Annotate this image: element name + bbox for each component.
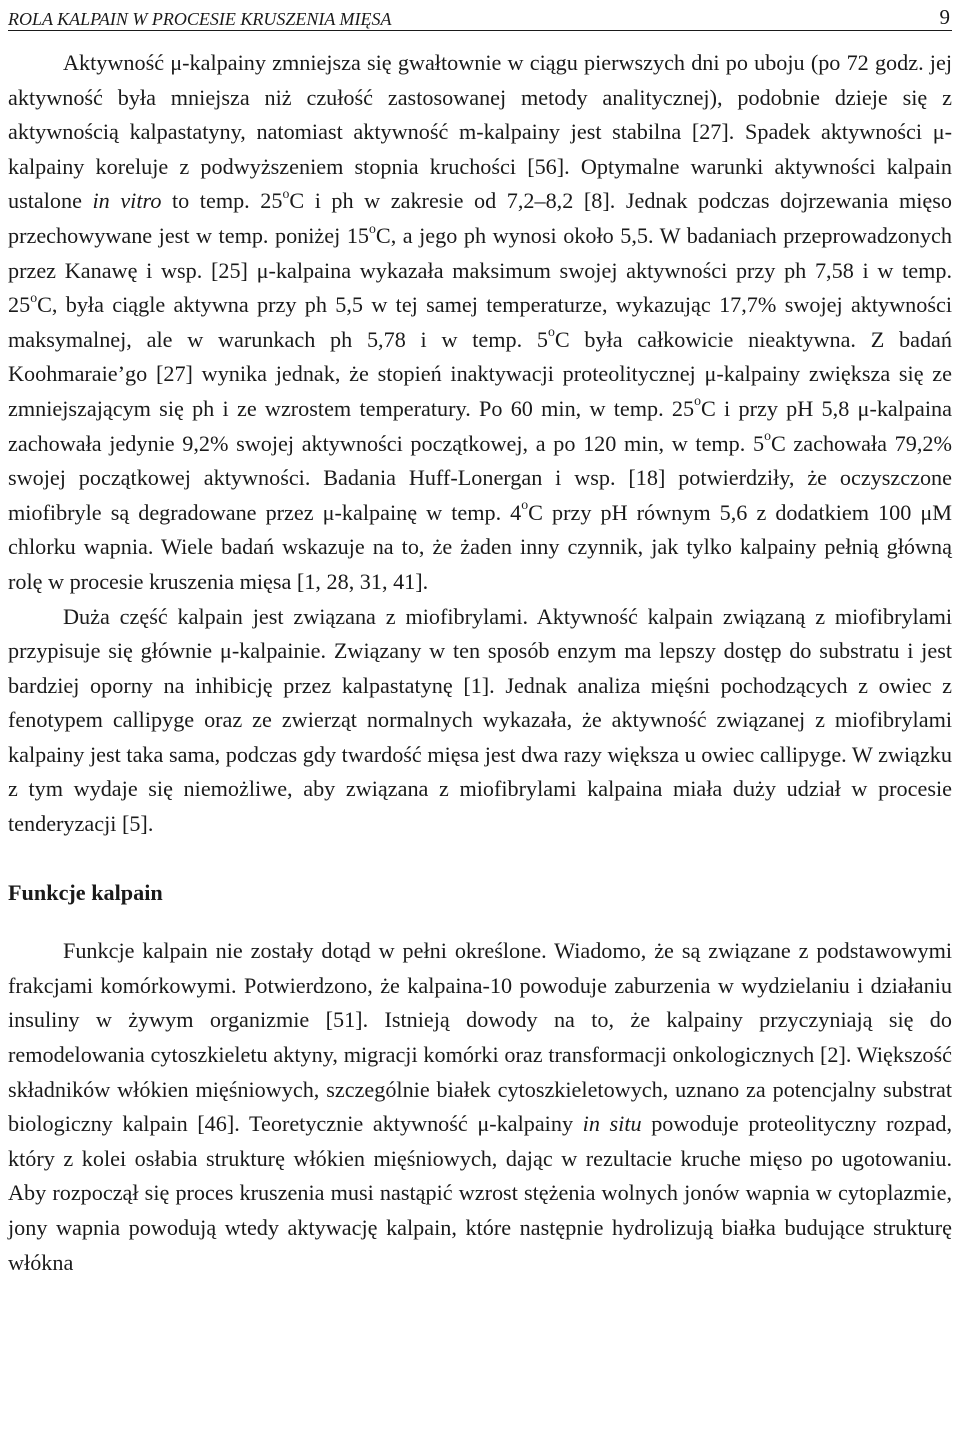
- paragraph-myofibril-calpain: Duża część kalpain jest związana z miofibrylami. Aktywność kalpain związaną z miofibrylami przypisuje się głównie μ-kalpainie. Związany w ten sposób enzym ma lepszy dostęp do substratu i jest bardziej oporny na inhibicję przez kalpastatynę [1]. Jednak analiza mięśni pochodzących z owiec z fenotypem callipyge oraz ze zwierząt normalnych wykazała, że aktywność związanej z miofibrylami kalpainy jest taka sama, podczas gdy twardość mięsa jest dwa razy większa u owiec callipyge. W związku z tym wydaje się niemożliwe, aby związana z miofibrylami kalpaina miała duży udział w procesie tenderyzacji [5].: [8, 603, 952, 837]
- text-run: to temp. 25: [161, 188, 283, 214]
- text-run: Aktywność μ-kalpainy zmniejsza się gwałtownie w ciągu pierwszych dni po uboju (po 72 godz. jej aktywność była mniejsza niż czułość zastosowanej metody analitycznej), podobnie dzieje się z aktywnością kalpastatyny, natomiast aktywność m-kalpainy jest stabilna [27]. Spadek aktywności μ-kalpainy koreluje z podwyższeniem stopnia kruchości [56]. Optymalne warunki aktywności kalpain ustalone: [8, 50, 952, 214]
- degree-superscript: o: [694, 393, 701, 409]
- degree-superscript: o: [369, 220, 376, 236]
- text-run: C była całkowicie nieaktywna. Z badań Koohmaraie’go [27] wynika jednak, że stopień inaktywacji proteolitycznej μ-kalpainy zwiększa się ze zmniejszającym się ph i ze wzrostem temperatury. Po 60 min, w temp. 25: [8, 326, 952, 421]
- text-run: C przy pH równym 5,6 z dodatkiem 100 μM chlorku wapnia. Wiele badań wskazuje na to, że żaden inny czynnik, jak tylko kalpainy pełnią główną rolę w procesie kruszenia mięsa [1, 28, 31, 41].: [8, 499, 953, 594]
- page-number: 9: [939, 5, 950, 29]
- paragraph-calpain-activity: [8, 46, 952, 600]
- text-run: powoduje proteolityczny rozpad, który z kolei osłabia strukturę włókien mięśniowych, dając w rezultacie kruche mięso po ugotowaniu. Aby rozpoczął się proces kruszenia musi nastąpić wzrost stężenia wolnych jonów wapnia w cytoplazmie, jony wapnia powodują wtedy aktywację kalpain, które następnie hydrolizują białka budujące strukturę włókna: [8, 1111, 952, 1275]
- running-header: [8, 0, 952, 31]
- degree-superscript: o: [547, 324, 555, 340]
- text-run: C zachowała 79,2% swojej początkowej aktywności. Badania Huff-Lonergan i wsp. [18] potwierdziły, że oczyszczone miofibryle są degradowane przez μ-kalpainę w temp. 4: [8, 430, 952, 525]
- degree-superscript: o: [521, 497, 529, 513]
- body-text: [8, 46, 952, 1280]
- italic-term: in situ: [582, 1111, 642, 1137]
- document-page: [8, 0, 952, 1280]
- text-run: C, była ciągle aktywna przy ph 5,5 w tej samej temperaturze, wykazując 17,7% swojej aktywności maksymalnej, ale w warunkach ph 5,78 i w temp. 5: [8, 292, 952, 352]
- text-run: Funkcje kalpain nie zostały dotąd w pełni określone. Wiadomo, że są związane z podstawowymi frakcjami komórkowymi. Potwierdzono, że kalpaina-10 powoduje zaburzenia w wydzielaniu i działaniu insuliny w żywym organizmie [51]. Istnieją dowody na to, że kalpainy przyczyniają się do remodelowania cytoszkieletu aktyny, migracji komórki oraz transformacji onkologicznych [2]. Większość składników włókien mięśniowych, szczególnie białek cytoszkieletowych, uznano za potencjalny substrat biologiczny kalpain [46]. Teoretycznie aktywność μ-kalpainy: [8, 938, 952, 1137]
- running-title: ROLA KALPAIN W PROCESIE KRUSZENIA MIĘSA: [8, 9, 392, 29]
- text-run: C i przy pH 5,8 μ-kalpaina zachowała jedynie 9,2% swojej aktywności początkowej, a po 120 min, w temp. 5: [8, 395, 952, 456]
- text-run: C i ph w zakresie od 7,2–8,2 [8]. Jednak podczas dojrzewania mięso przechowywane jest w temp. poniżej 15: [8, 188, 953, 248]
- degree-superscript: o: [282, 185, 290, 201]
- section-heading: Funkcje kalpain: [8, 879, 163, 905]
- italic-term: in vitro: [92, 188, 162, 214]
- paragraph-calpain-functions: [8, 934, 952, 1280]
- text-run: C, a jego ph wynosi około 5,5. W badaniach przeprowadzonych przez Kanawę i wsp. [25] μ-kalpaina wykazała maksimum swojej aktywności przy ph 7,58 i w temp. 25: [8, 222, 952, 318]
- degree-superscript: o: [764, 428, 771, 444]
- degree-superscript: o: [30, 289, 38, 305]
